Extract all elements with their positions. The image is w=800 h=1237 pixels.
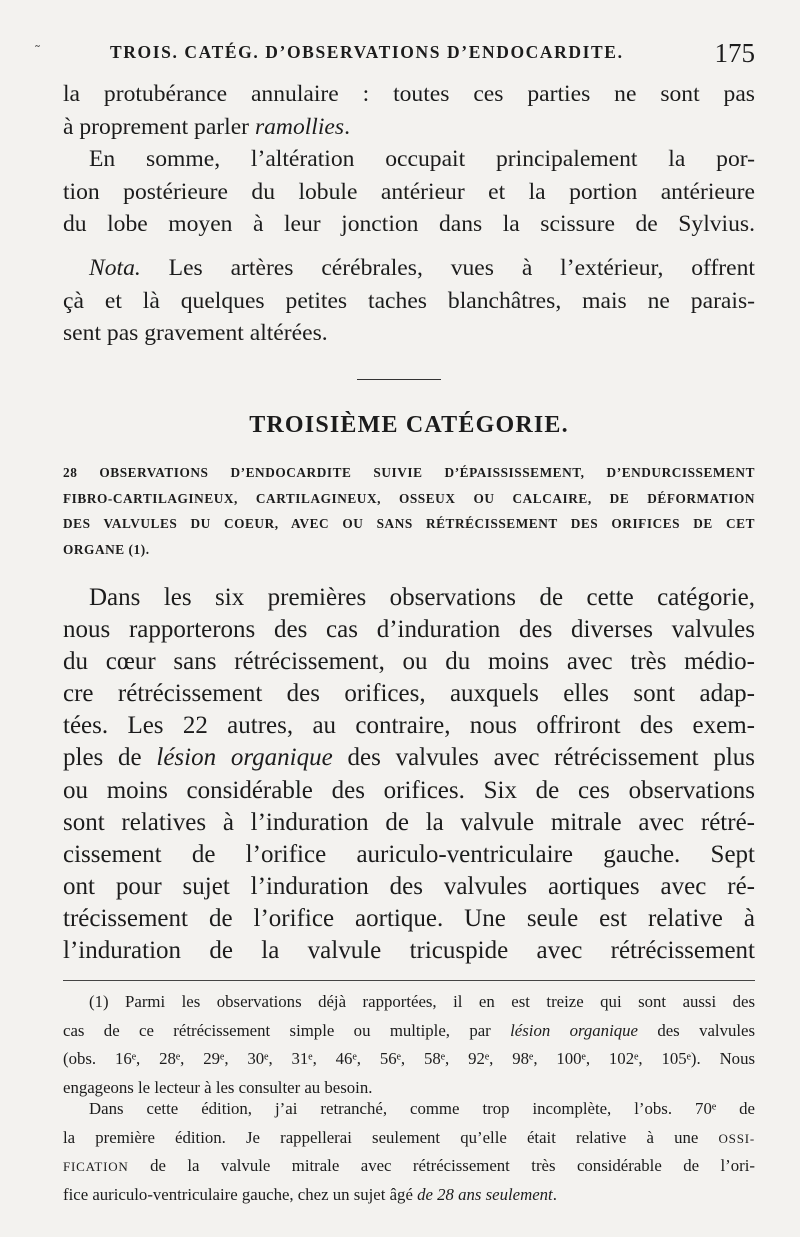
margin-mark: ˜: [34, 44, 41, 60]
text-line: ou moins considérable des orifices. Six de ces observations: [63, 776, 755, 804]
small-caps-term: OSSI-: [718, 1130, 755, 1146]
text-line: Dans les six premières observations de cette catégorie,: [89, 584, 755, 611]
running-head: TROIS. CATÉG. D’OBSERVATIONS D’ENDOCARDITE.: [110, 42, 624, 62]
footnote-line: (1) Parmi les observations déjà rapportées, il en est treize qui sont aussi des: [89, 992, 755, 1011]
italic-term: de 28 ans seulement: [417, 1184, 553, 1204]
text-line: çà et là quelques petites taches blanchâtres, mais ne parais-: [63, 287, 755, 314]
paragraph-1: [63, 78, 755, 143]
footnote-rule: [63, 980, 755, 981]
text-line: trécissement de l’orifice aortique. Une seule est relative à: [63, 904, 755, 932]
text-line: cre rétrécissement des orifices, auxquels elles sont adap-: [63, 680, 755, 708]
small-caps-term: FICATION: [63, 1159, 129, 1174]
italic-term: lésion organique: [510, 1020, 638, 1040]
section-divider: [357, 379, 441, 380]
paragraph-2: [63, 143, 755, 241]
footnote-line: la première édition. Je rappellerai seulement qu’elle était relative à une OSSI-: [63, 1127, 755, 1147]
section-title: TROISIÈME CATÉGORIE.: [249, 412, 569, 438]
paragraph-3-nota: [63, 252, 755, 350]
italic-term: lésion organique: [156, 744, 333, 772]
footnote-line: FICATION de la valvule mitrale avec rétrécissement très considérable de l’ori-: [63, 1156, 755, 1175]
text-line: En somme, l’altération occupait principalement la por-: [89, 146, 755, 172]
page-header: [110, 38, 755, 68]
page-number: 175: [714, 38, 755, 68]
text-line: tion postérieure du lobule antérieur et la portion antérieure: [63, 178, 755, 205]
footnote-line: engageons le lecteur à les consulter au besoin.: [63, 1077, 373, 1097]
text-line: nous rapporterons des cas d’induration des diverses valvules: [63, 616, 755, 644]
subtitle-line: 28 OBSERVATIONS D’ENDOCARDITE SUIVIE D’ÉPAISSISSEMENT, D’ENDURCISSEMENT: [63, 465, 755, 480]
nota-label: Nota.: [89, 255, 141, 281]
section-subtitle: [63, 460, 755, 562]
subtitle-line: DES VALVULES DU COEUR, AVEC OU SANS RÉTRÉCISSEMENT DES ORIFICES DE CET: [63, 516, 755, 532]
footnote-line: Dans cette édition, j’ai retranché, comme trop incomplète, l’obs. 70ᵉ de: [89, 1099, 755, 1118]
text-line: sent pas gravement altérées.: [63, 320, 328, 346]
footnote-line: cas de ce rétrécissement simple ou multiple, par lésion organique des valvules: [63, 1020, 756, 1040]
text-line: cissement de l’orifice auriculo-ventriculaire gauche. Sept: [63, 840, 755, 868]
text-line: l’induration de la valvule tricuspide avec rétrécissement: [63, 937, 755, 965]
italic-term: ramollies: [254, 113, 345, 140]
subtitle-line: FIBRO-CARTILAGINEUX, CARTILAGINEUX, OSSEUX OU CALCAIRE, DE DÉFORMATION: [63, 490, 755, 506]
footnote-line: (obs. 16ᵉ, 28ᵉ, 29ᵉ, 30ᵉ, 31ᵉ, 46ᵉ, 56ᵉ, 58ᵉ, 92ᵉ, 98ᵉ, 100ᵉ, 102ᵉ, 105ᵉ). Nous: [63, 1049, 755, 1068]
text-line: Nota. Les artères cérébrales, vues à l’extérieur, offrent: [89, 255, 755, 281]
text-line: du cœur sans rétrécissement, ou du moins avec très médio-: [63, 648, 755, 676]
text-line: la protubérance annulaire : toutes ces parties ne sont pas: [63, 81, 755, 107]
text-line: tées. Les 22 autres, au contraire, nous offriront des exem-: [63, 712, 755, 740]
footnote-line: fice auriculo-ventriculaire gauche, chez un sujet âgé de 28 ans seulement.: [63, 1184, 557, 1204]
text-line: ont pour sujet l’induration des valvules aortiques avec ré-: [63, 872, 755, 900]
text-line: sont relatives à l’induration de la valvule mitrale avec rétré-: [63, 808, 755, 836]
footnote-2: [63, 1095, 755, 1209]
text-line: à proprement parler ramollies.: [63, 113, 350, 140]
subtitle-line: ORGANE (1).: [63, 541, 150, 557]
paragraph-4: [63, 582, 755, 967]
footnote-1: [63, 988, 755, 1102]
text-line: du lobe moyen à leur jonction dans la scissure de Sylvius.: [63, 211, 755, 237]
text-line: ples de lésion organique des valvules avec rétrécissement plus: [63, 744, 755, 772]
